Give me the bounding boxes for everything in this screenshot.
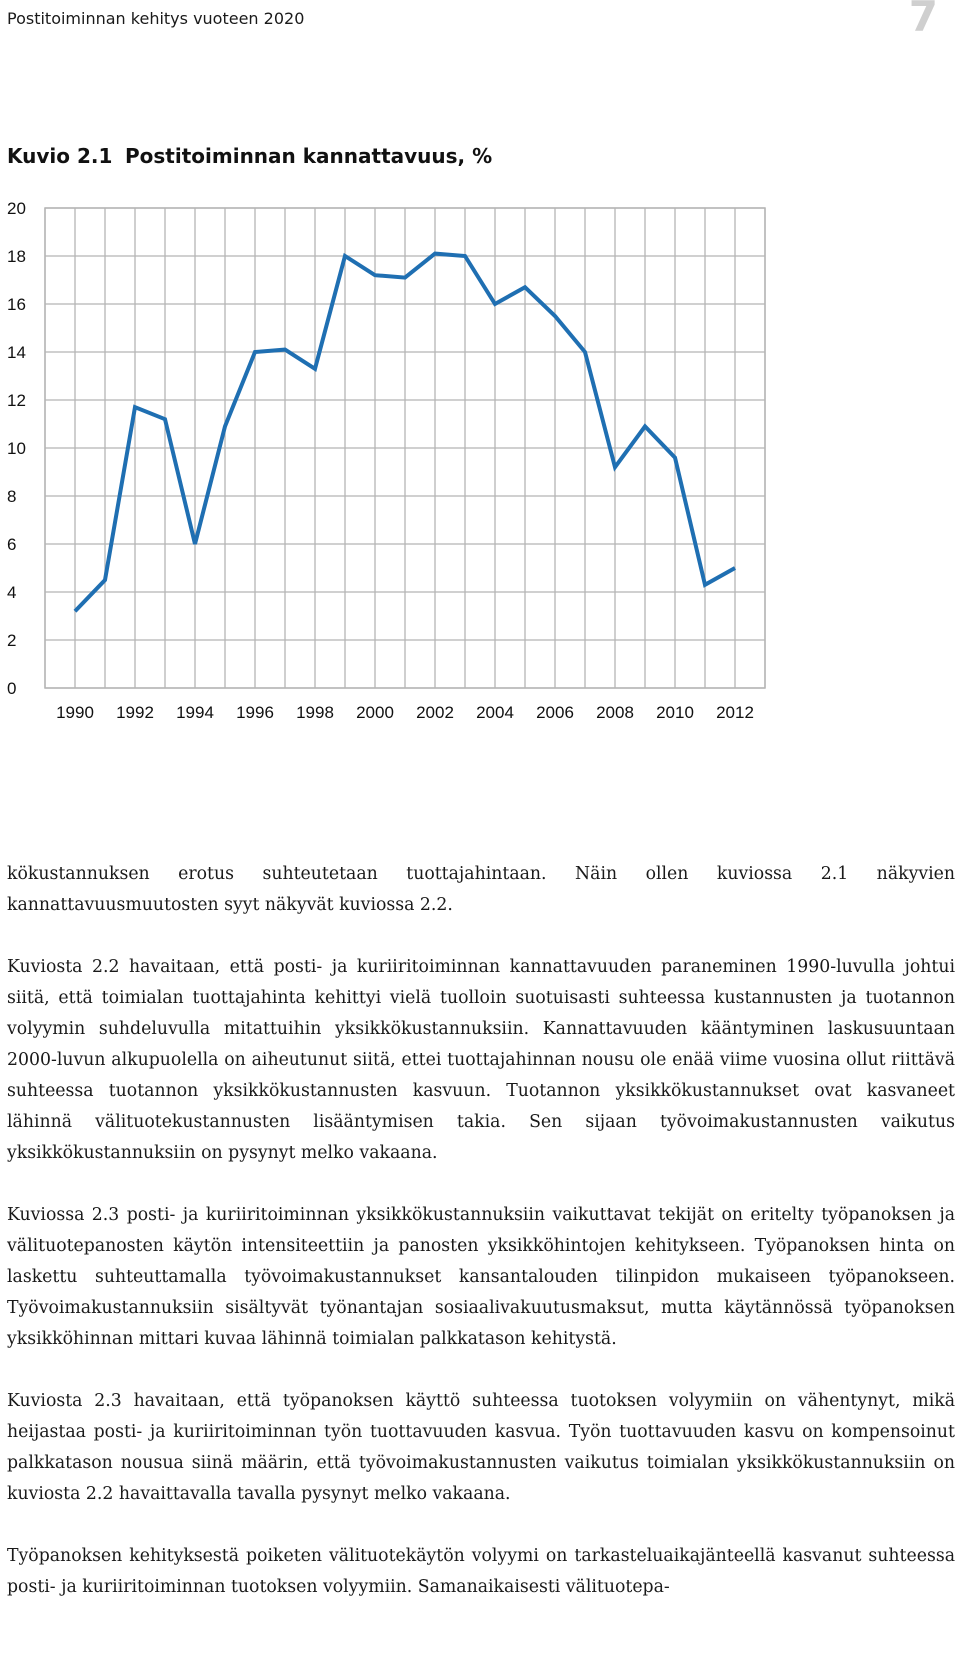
figure-title — [7, 144, 492, 168]
y-tick-label: 14 — [7, 343, 26, 362]
paragraph-1: kökustannuksen erotus suhteutetaan tuottajahintaan. Näin ollen kuviossa 2.1 näkyvien kannattavuusmuutosten syyt näkyvät kuviossa 2.2. — [7, 864, 955, 915]
y-tick-label: 8 — [7, 487, 17, 506]
x-tick-label: 1998 — [296, 703, 334, 722]
y-tick-label: 16 — [7, 295, 26, 314]
paragraph-5: Työpanoksen kehityksestä poiketen välituotekäytön volyymi on tarkasteluaikajänteellä kasvanut suhteessa posti- ja kuriiritoiminnan tuotoksen volyymiin. Samanaikaisesti välituotepa- — [7, 1546, 955, 1597]
y-tick-label: 10 — [7, 439, 26, 458]
y-tick-label: 6 — [7, 535, 17, 554]
x-tick-label: 2006 — [536, 703, 574, 722]
paragraph-2: Kuviosta 2.2 havaitaan, että posti- ja kuriiritoiminnan kannattavuuden paraneminen 1990-luvulla johtui siitä, että toimialan tuottajahinta kehittyi vielä tuolloin suotuisasti suhteessa kustannusten ja tuotannon volyymin suhdeluvulla mitattuihin yksikkökustannuksiin. Kannattavuuden kääntyminen laskusuuntaan 2000-luvun alkupuolella on aiheutunut siitä, ettei tuottajahinnan nousu ole enää viime vuosina ollut riittävä suhteessa tuotannon yksikkökustannusten kasvuun. Tuotannon yksikkökustannukset ovat kasvaneet lähinnä välituotekustannusten lisääntymisen takia. Sen sijaan työvoimakustannusten vaikutus yksikkökustannuksiin on pysynyt melko vakaana. — [7, 957, 955, 1163]
x-tick-label: 2000 — [356, 703, 394, 722]
paragraph-3: Kuviossa 2.3 posti- ja kuriiritoiminnan yksikkökustannuksiin vaikuttavat tekijät on eritelty työpanoksen ja välituotepanosten käytön intensiteettiin ja panosten yksikköhintojen kehitykseen. Työpanoksen hinta on laskettu suhteuttamalla työvoimakustannukset kansantalouden tilinpidon mukaiseen työpanokseen. Työvoimakustannuksiin sisältyvät työnantajan sosiaalivakuutusmaksut, mutta käytännössä työpanoksen yksikköhinnan mittari kuvaa lähinnä toimialan palkkatason kehitystä. — [7, 1205, 955, 1349]
y-tick-label: 18 — [7, 247, 26, 266]
paragraph-4: Kuviosta 2.3 havaitaan, että työpanoksen käyttö suhteessa tuotoksen volyymiin on vähentynyt, mikä heijastaa posti- ja kuriiritoiminnan työn tuottavuuden kasvua. Työn tuottavuuden kasvu on kompensoinut palkkatason nousua siinä määrin, että työvoimakustannusten vaikutus toimialan yksikkökustannuksiin on kuviosta 2.2 havaittavalla tavalla pysynyt melko vakaana. — [7, 1391, 955, 1504]
x-tick-label: 2002 — [416, 703, 454, 722]
y-tick-label: 4 — [7, 583, 17, 602]
running-head: Postitoiminnan kehitys vuoteen 2020 — [7, 9, 305, 28]
figure-caption: Postitoiminnan kannattavuus, % — [125, 144, 493, 168]
page-number: 7 — [908, 0, 938, 41]
x-tick-label: 1992 — [116, 703, 154, 722]
body-text — [7, 859, 955, 1634]
x-tick-label: 1990 — [56, 703, 94, 722]
x-tick-label: 2004 — [476, 703, 514, 722]
profitability-line-chart — [0, 200, 960, 730]
figure-label: Kuvio 2.1 — [7, 144, 113, 168]
x-tick-label: 2010 — [656, 703, 694, 722]
x-tick-label: 1994 — [176, 703, 214, 722]
x-tick-label: 1996 — [236, 703, 274, 722]
y-tick-label: 12 — [7, 391, 26, 410]
y-tick-label: 0 — [7, 679, 17, 698]
y-tick-label: 2 — [7, 631, 17, 650]
chart-grid — [45, 208, 765, 688]
y-tick-label: 20 — [7, 200, 26, 218]
x-tick-label: 2012 — [716, 703, 754, 722]
x-tick-label: 2008 — [596, 703, 634, 722]
chart-tick-labels — [7, 200, 754, 722]
